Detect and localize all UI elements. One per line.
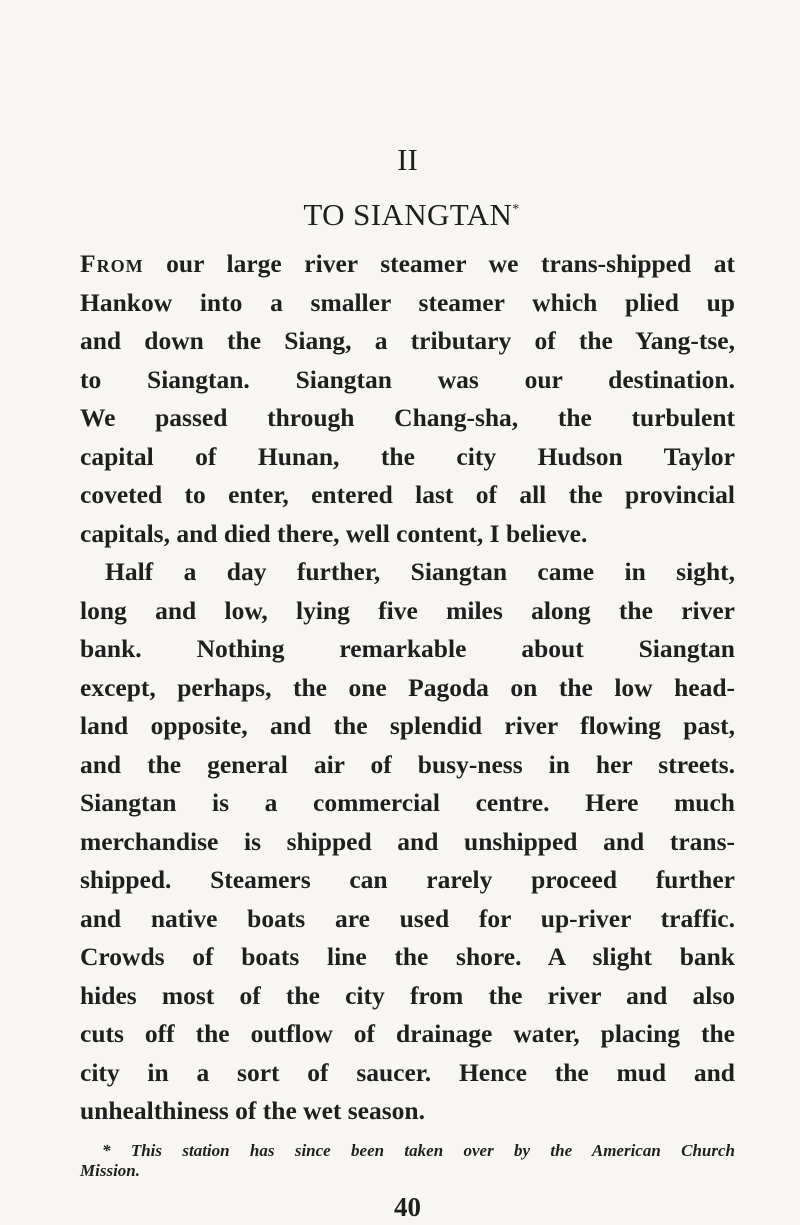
text-line: except, perhaps, the one Pagoda on the low head-: [80, 672, 735, 702]
text-line: cuts off the outflow of drainage water, placing the: [80, 1019, 735, 1048]
text-line: Crowds of boats line the shore. A slight bank: [80, 942, 735, 971]
text-line: and the general air of busy-ness in her streets.: [80, 749, 735, 779]
footnote-marker: *: [512, 202, 520, 217]
body-text: [80, 245, 735, 1131]
text-line: Half a day further, Siangtan came in sight,: [105, 557, 735, 586]
text-line: unhealthiness of the wet season.: [80, 1096, 425, 1125]
text-line: [80, 245, 735, 284]
chapter-title: [88, 190, 735, 235]
text-line: land opposite, and the splendid river flowing past,: [80, 711, 735, 740]
text-line: merchandise is shipped and unshipped and trans-: [80, 826, 735, 856]
footnote-line: * This station has since been taken over by the American Church: [102, 1140, 735, 1160]
chapter-title-text: TO SIANGTAN: [303, 197, 513, 232]
text-line-rest: our large river steamer we trans-shipped at: [143, 249, 735, 278]
text-line: coveted to enter, entered last of all the provincial: [80, 480, 735, 509]
footnote-line: Mission.: [80, 1160, 140, 1180]
text-line: and native boats are used for up-river traffic.: [80, 903, 735, 933]
text-line: capitals, and died there, well content, I believe.: [80, 518, 588, 548]
text-line: long and low, lying five miles along the river: [80, 595, 735, 625]
text-line: shipped. Steamers can rarely proceed further: [80, 865, 735, 894]
text-line: capital of Hunan, the city Hudson Taylor: [80, 441, 735, 471]
text-line: to Siangtan. Siangtan was our destination.: [80, 364, 735, 394]
opening-word: From: [80, 249, 144, 278]
text-line: city in a sort of saucer. Hence the mud and: [80, 1057, 735, 1087]
footnote: [80, 1141, 735, 1181]
text-line: and down the Siang, a tributary of the Yang-tse,: [80, 326, 735, 355]
text-line: Siangtan is a commercial centre. Here much: [80, 788, 735, 817]
chapter-number: II: [397, 142, 418, 177]
text-line: Hankow into a smaller steamer which plied up: [80, 287, 735, 317]
text-line: hides most of the city from the river and also: [80, 980, 735, 1010]
page: [80, 140, 735, 1225]
page-number: 40: [394, 1191, 421, 1222]
text-line: We passed through Chang-sha, the turbulent: [80, 403, 735, 432]
text-line: bank. Nothing remarkable about Siangtan: [80, 634, 735, 663]
